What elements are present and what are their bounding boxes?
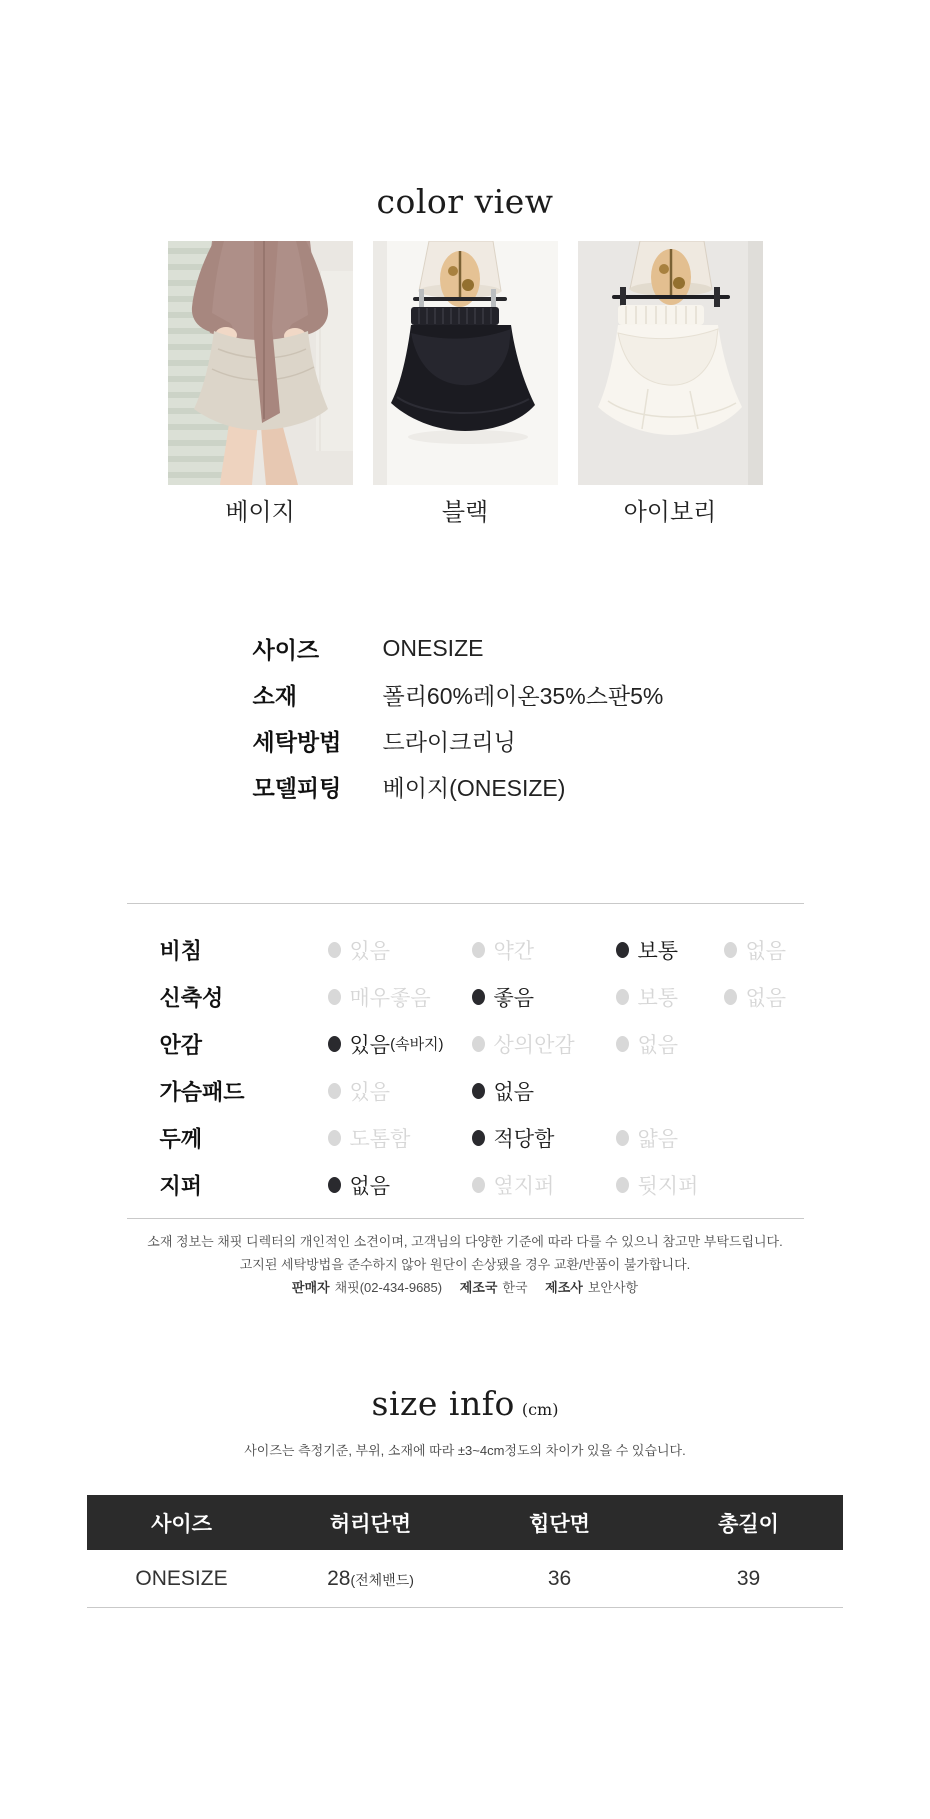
size-cell-waist-suffix: (전체밴드) [350,1571,414,1588]
attr-option: 도톰함 [328,1123,411,1153]
attr-label: 가슴패드 [159,1079,245,1104]
country-pair: 제조국 한국 [459,1280,528,1295]
size-table-header-length: 총길이 [654,1495,843,1550]
color-label-beige: 베이지 [225,499,295,526]
option-dot-icon [328,1177,341,1193]
swatch-beige [168,241,353,528]
attr-option: 없음 [616,1029,679,1059]
attr-option: 없음 [328,1170,391,1200]
option-dot-icon [616,1177,629,1193]
attr-option: 좋음 [472,982,535,1012]
size-info-title: size info (cm) [371,1384,559,1423]
option-dot-icon [472,1177,485,1193]
attr-option: 보통 [616,982,679,1012]
color-view-grid [0,241,930,528]
info-row-size [253,625,804,671]
attr-option: 얇음 [616,1123,679,1153]
size-cell-hip: 36 [465,1550,654,1608]
swatch-black [373,241,558,528]
info-value: 드라이크리닝 [382,728,516,755]
attr-option: 없음 [724,982,787,1012]
size-table [87,1495,843,1608]
option-dot-icon [328,989,341,1005]
attr-option: 있음 (속바지) [328,1029,444,1059]
attr-label: 두께 [159,1126,203,1151]
size-table-row [87,1550,843,1608]
color-label-black: 블랙 [441,499,489,526]
info-value: ONESIZE [382,634,484,661]
attr-label: 안감 [159,1032,203,1057]
disclaimer-line-1: 소재 정보는 채핏 디렉터의 개인적인 소견이며, 고객님의 다양한 기준에 따라 다를 수 있으니 참고만 부탁드립니다. [147,1234,783,1249]
option-dot-icon [328,1036,341,1052]
attr-option: 적당함 [472,1123,555,1153]
size-cell-waist: 28(전체밴드) [276,1550,465,1608]
option-dot-icon [616,1036,629,1052]
option-dot-icon [616,989,629,1005]
option-dot-icon [724,989,737,1005]
info-value: 베이지(ONESIZE) [382,774,566,801]
attr-row-thickness [127,1114,804,1161]
option-dot-icon [328,1083,341,1099]
option-dot-icon [472,942,485,958]
size-cell-size: ONESIZE [87,1550,276,1608]
attr-option: 상의안감 [472,1029,575,1059]
size-note: 사이즈는 측정기준, 부위, 소재에 따라 ±3~4cm정도의 차이가 있을 수 있습니다. [244,1443,686,1458]
seller-pair: 판매자 채핏(02-434-9685) [291,1280,443,1295]
attr-option: 있음 [328,1076,391,1106]
seller-info-line [0,1276,930,1299]
attr-row-sheerness [127,926,804,973]
product-photo-ivory [578,241,763,485]
info-label: 소재 [252,682,297,709]
info-row-model-fitting [253,763,804,809]
attr-option: 없음 [724,935,787,965]
option-dot-icon [724,942,737,958]
size-table-header [87,1495,843,1550]
attr-option: 매우좋음 [328,982,431,1012]
disclaimer-line-2: 고지된 세탁방법을 준수하지 않아 원단이 손상됐을 경우 교환/반품이 불가합니다. [239,1257,691,1272]
option-dot-icon [328,1130,341,1146]
product-photo-black [373,241,558,485]
attr-row-elasticity [127,973,804,1020]
size-table-header-size: 사이즈 [87,1495,276,1550]
attr-row-chest-pad [127,1067,804,1114]
attr-option: 뒷지퍼 [616,1170,699,1200]
color-label-ivory: 아이보리 [623,499,717,526]
swatch-ivory [578,241,763,528]
attr-row-zipper [127,1161,804,1208]
info-row-material [253,671,804,717]
info-row-washing [253,717,804,763]
option-dot-icon [616,942,629,958]
product-info [127,625,804,809]
attr-label: 지퍼 [159,1173,203,1198]
product-photo-beige [168,241,353,485]
color-view-title: color view [376,182,554,221]
info-label: 사이즈 [252,636,320,663]
info-value: 폴리60%레이온35%스판5% [382,682,664,709]
attr-option: 없음 [472,1076,535,1106]
option-dot-icon [472,1130,485,1146]
attr-option: 옆지퍼 [472,1170,555,1200]
size-cell-length: 39 [654,1550,843,1608]
attr-label: 비침 [159,938,203,963]
attr-row-lining [127,1020,804,1067]
option-dot-icon [472,989,485,1005]
info-label: 세탁방법 [252,728,342,755]
size-table-header-hip: 힙단면 [465,1495,654,1550]
attr-option: 있음 [328,935,391,965]
size-unit: (cm) [521,1400,559,1419]
manufacturer-pair: 제조사 보안사항 [545,1280,639,1295]
attr-label: 신축성 [159,985,224,1010]
attr-option: 보통 [616,935,679,965]
option-dot-icon [328,942,341,958]
disclaimer [0,1230,930,1299]
info-label: 모델피팅 [252,774,342,801]
option-dot-icon [616,1130,629,1146]
option-dot-icon [472,1036,485,1052]
attr-option: 약간 [472,935,535,965]
attribute-table [127,903,804,1219]
option-suffix: (속바지) [390,1036,444,1053]
size-table-header-waist: 허리단면 [276,1495,465,1550]
option-dot-icon [472,1083,485,1099]
